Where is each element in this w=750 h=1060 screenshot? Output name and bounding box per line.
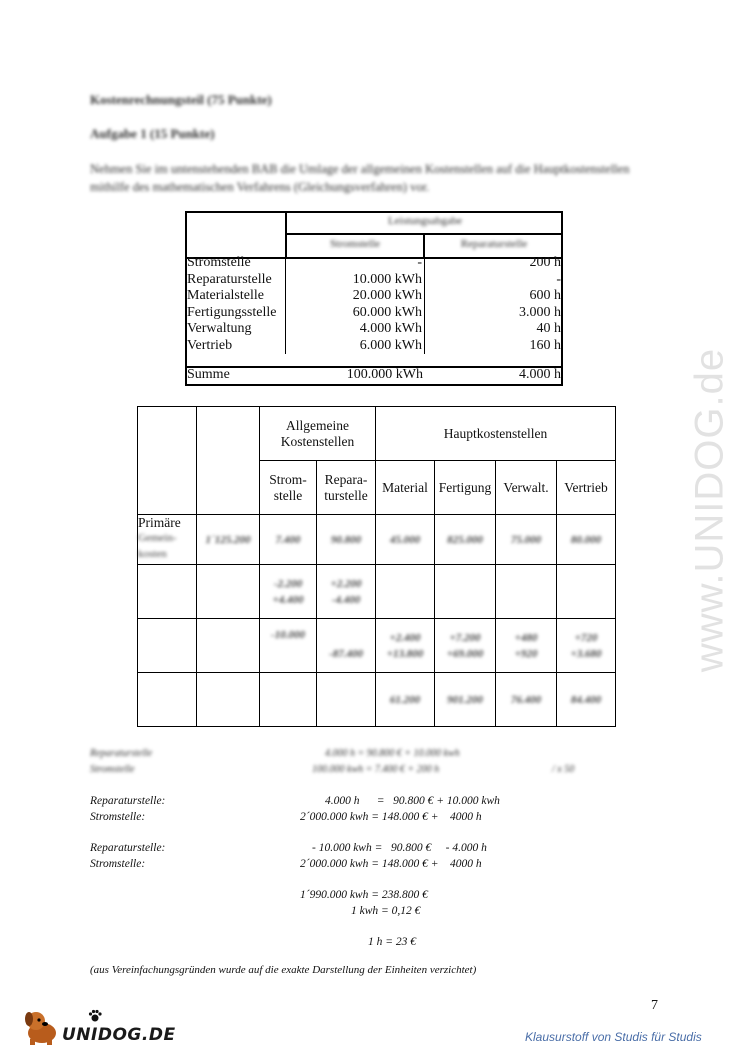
unidog-logo (20, 1005, 176, 1050)
footer-slogan: Klausurstoff von Studis für Studis (525, 1030, 702, 1044)
bab-row3-vert: +720 +3.680 (557, 619, 616, 673)
table1-row-kwh: 6.000 kWh (286, 338, 425, 355)
bab-row1-total: 1´125.200 (197, 515, 260, 565)
task-intro: Nehmen Sie im untenstehenden BAB die Umlage der allgemeinen Kostenstellen auf die Hauptkostenstellen mithilfe des mathematischen Verfahrens (Gleichungsverfahren) vor. (90, 162, 630, 194)
table1-row-label: Materialstelle (185, 288, 286, 305)
calc-block1-eq-2: 2´000.000 kwh = 148.000 € + 4000 h (300, 811, 482, 823)
task-heading: Aufgabe 1 (15 Punkte) (90, 126, 215, 141)
table1-row (185, 272, 563, 289)
calc-block2-eq-1: - 10.000 kwh = 90.800 € - 4.000 h (312, 842, 487, 854)
bab-row-4 (138, 673, 616, 727)
bab-col-verw: Verwalt. (496, 461, 557, 515)
table1-row-kwh: 10.000 kWh (286, 272, 425, 289)
bab-row3-rep: -87.400 (317, 619, 376, 673)
blurred-calc-factor: / x 50 (552, 764, 575, 775)
calc-result-2: 1 kwh = 0,12 € (351, 905, 421, 917)
table1-row-hours: 600 h (529, 288, 561, 303)
calc-result-1: 1´990.000 kwh = 238.800 € (300, 889, 428, 901)
watermark: www.UNIDOG.de (687, 347, 732, 673)
table1-row (185, 305, 563, 322)
table1 (185, 255, 563, 354)
blurred-calc-label-1: Reparaturstelle (90, 748, 153, 759)
paw-icon (88, 1009, 102, 1023)
table1-row-hours: 40 h (536, 321, 561, 336)
calc-block2-label-2: Stromstelle: (90, 858, 146, 870)
table1-header-group: Leistungsabgabe (388, 215, 462, 227)
bab-col-rep: Repara-turstelle (317, 461, 376, 515)
table1-row-hours: 3.000 h (519, 304, 561, 320)
bab-row2-strom: -2.200 +4.400 (260, 565, 317, 619)
bab-col-mat: Material (376, 461, 435, 515)
sum-label: Summe (187, 367, 230, 382)
bab-corner-1 (138, 407, 197, 515)
sum-kwh: 100.000 kWh (346, 367, 423, 382)
bab-row-2 (138, 565, 616, 619)
table1-row-label: Fertigungsstelle (185, 305, 286, 322)
table1-row (185, 288, 563, 305)
bab-row-3 (138, 619, 616, 673)
table1-row (185, 255, 563, 272)
calc-block1-eq-1: 4.000 h = 90.800 € + 10.000 kwh (325, 795, 500, 807)
section-heading: Kostenrechnungsteil (75 Punkte) (90, 92, 272, 107)
calc-result-3: 1 h = 23 € (368, 936, 417, 948)
bab-row4-mat: 61.200 (376, 673, 435, 727)
table1-header-rep: Reparaturstelle (460, 238, 528, 250)
blurred-calc-eq-2: 100.000 kwh = 7.400 € + 200 h (312, 764, 440, 775)
bab-row4-vert: 84.400 (557, 673, 616, 727)
table1-row (185, 338, 563, 355)
bab-group-main: Hauptkostenstellen (376, 407, 616, 461)
table1-row-kwh: 60.000 kWh (286, 305, 425, 322)
bab-group-general: Allgemeine Kostenstellen (260, 407, 376, 461)
table1-row (185, 321, 563, 338)
table1-row-kwh: 20.000 kWh (286, 288, 425, 305)
table1-row-hours: 160 h (529, 337, 561, 353)
bab-row-primary (138, 515, 616, 565)
page-number: 7 (651, 998, 658, 1013)
bab-row3-mat: +2.400 +13.800 (376, 619, 435, 673)
calc-block1-label-1: Reparaturstelle: (90, 795, 166, 807)
bab-col-fert: Fertigung (435, 461, 496, 515)
bab-row1-fert: 825.000 (435, 515, 496, 565)
bab-row1-mat: 45.000 (376, 515, 435, 565)
table1-row-hours: 200 h (529, 255, 561, 270)
bab-row1-verw: 75.000 (496, 515, 557, 565)
table1-row-kwh: 4.000 kWh (286, 321, 425, 338)
blurred-calc-label-2: Stromstelle (90, 764, 135, 775)
calc-block2-eq-2: 2´000.000 kwh = 148.000 € + 4000 h (300, 858, 482, 870)
bab-corner-2 (197, 407, 260, 515)
table1-header-strom: Stromstelle (329, 238, 381, 250)
bab-row4-verw: 76.400 (496, 673, 557, 727)
bab-row2-rep: +2.200 -4.400 (317, 565, 376, 619)
calc-block2-label-1: Reparaturstelle: (90, 842, 166, 854)
bab-row1-vert: 80.000 (557, 515, 616, 565)
table1-row-label: Reparaturstelle (185, 272, 286, 289)
logo-text: UNIDOG.DE (62, 1025, 176, 1045)
table1-row-label: Verwaltung (185, 321, 286, 338)
blurred-calc-eq-1: 4.000 h = 90.800 € + 10.000 kwh (325, 748, 460, 759)
bab-row1-rep: 90.800 (317, 515, 376, 565)
bab-row4-fert: 901.200 (435, 673, 496, 727)
sum-h: 4.000 h (519, 367, 561, 382)
bab-col-strom: Strom-stelle (260, 461, 317, 515)
bab-row3-strom: -10.000 (260, 619, 317, 673)
table1-row-kwh: - (286, 255, 425, 272)
footnote: (aus Vereinfachungsgründen wurde auf die exakte Darstellung der Einheiten verzichtet) (90, 964, 477, 976)
bab-col-vert: Vertrieb (557, 461, 616, 515)
table1-row-label: Stromstelle (185, 255, 286, 272)
bab-row1-label: Primäre Gemein-kosten (138, 515, 197, 565)
table1-header (185, 211, 563, 259)
bab-table (137, 406, 616, 727)
table1-row-label: Vertrieb (185, 338, 286, 355)
bab-row1-strom: 7.400 (260, 515, 317, 565)
bab-row3-verw: +480 +920 (496, 619, 557, 673)
calc-block1-label-2: Stromstelle: (90, 811, 146, 823)
table1-row-hours: - (556, 271, 561, 287)
dog-icon (20, 1005, 66, 1047)
bab-row3-fert: +7.200 +69.000 (435, 619, 496, 673)
